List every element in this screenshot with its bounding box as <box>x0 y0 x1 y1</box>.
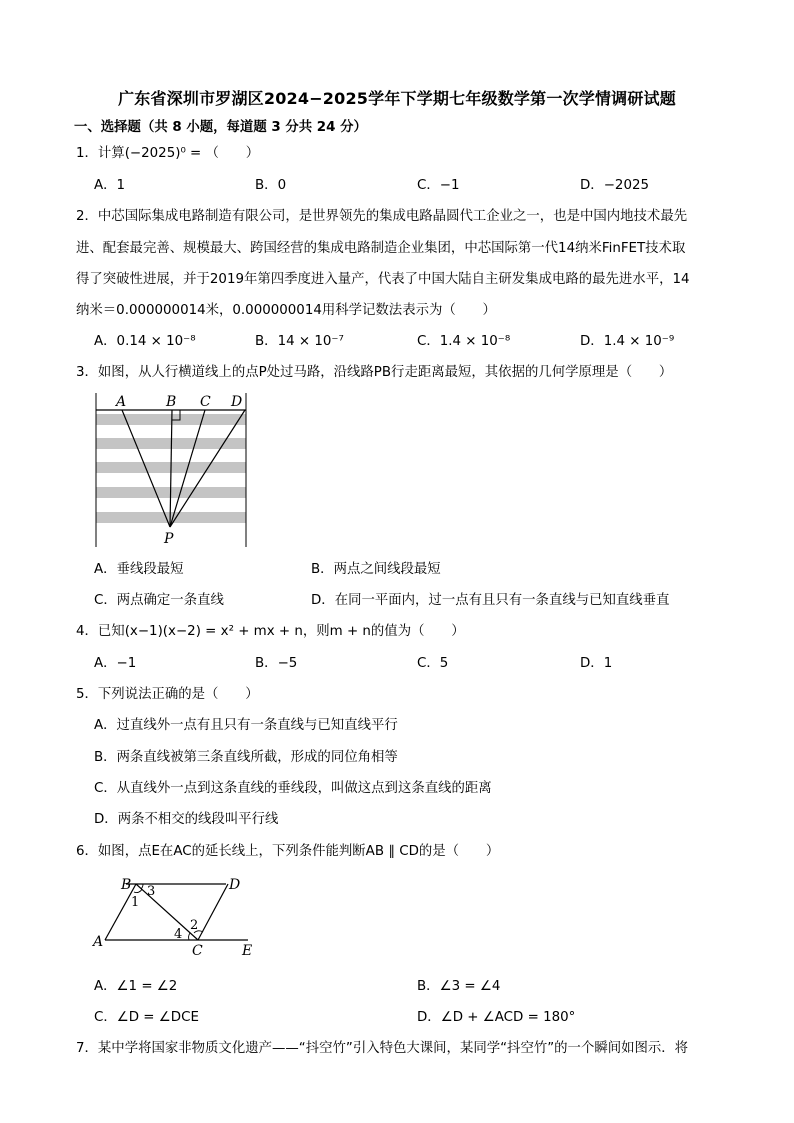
q1-option-a: A．1 <box>94 178 126 193</box>
q2-line-4: 纳米＝0.000000014米，0.000000014用科学记数法表示为（ ） <box>76 303 496 318</box>
q5-option-a: A．过直线外一点有且只有一条直线与已知直线平行 <box>94 718 398 733</box>
angle-label-2: 2 <box>190 918 199 933</box>
q5-option-b: B．两条直线被第三条直线所截，形成的同位角相等 <box>94 750 398 765</box>
q2-line-3: 得了突破性进展，并于2019年第四季度进入量产，代表了中国大陆自主研发集成电路的最先进水平，14 <box>76 272 690 287</box>
q4-option-b: B．−5 <box>255 656 298 671</box>
label-e: E <box>242 943 253 959</box>
q6-option-b: B．∠3 = ∠4 <box>417 979 501 994</box>
angle-4-arc <box>189 933 190 940</box>
q1-option-c: C．−1 <box>417 178 460 193</box>
q4-option-d: D．1 <box>580 656 613 671</box>
q3-stem: 3．如图，从人行横道线上的点P处过马路，沿线路PB行走距离最短，其依据的几何学原理是（ ） <box>76 365 673 380</box>
q2-option-c: C．1.4 × 10⁻⁸ <box>417 334 511 349</box>
q2-line-2: 进、配套最完善、规模最大、跨国经营的集成电路制造企业集团，中芯国际第一代14纳米FinFET技术取 <box>76 241 686 256</box>
q3-option-a: A．垂线段最短 <box>94 562 184 577</box>
q6-option-a: A．∠1 = ∠2 <box>94 979 178 994</box>
q4-option-c: C．5 <box>417 656 449 671</box>
q1-option-b: B．0 <box>255 178 287 193</box>
q5-stem: 5．下列说法正确的是（ ） <box>76 687 259 702</box>
q3-option-c: C．两点确定一条直线 <box>94 593 224 608</box>
q2-option-b: B．14 × 10⁻⁷ <box>255 334 344 349</box>
q3-option-b: B．两点之间线段最短 <box>311 562 441 577</box>
label-d: D <box>229 877 241 893</box>
q6-option-c: C．∠D = ∠DCE <box>94 1010 199 1025</box>
angle-1-arc <box>134 889 142 893</box>
label-a: A <box>116 394 127 410</box>
q4-option-a: A．−1 <box>94 656 137 671</box>
label-b: B <box>121 877 132 893</box>
angle-label-1: 1 <box>131 895 140 910</box>
exam-title: 广东省深圳市罗湖区2024−2025学年下学期七年级数学第一次学情调研试题 <box>118 89 676 108</box>
label-c: C <box>192 943 203 959</box>
q7-line-1: 7．某中学将国家非物质文化遗产——“抖空竹”引入特色大课间，某同学“抖空竹”的一个瞬间如图示．将 <box>76 1041 689 1056</box>
q4-stem: 4．已知(x−1)(x−2) = x² + mx + n，则m + n的值为（ ） <box>76 624 465 639</box>
parallel-lines-figure <box>90 872 265 962</box>
q5-option-c: C．从直线外一点到这条直线的垂线段，叫做这点到这条直线的距离 <box>94 781 492 796</box>
label-a: A <box>93 934 104 950</box>
q1-option-d: D．−2025 <box>580 178 649 193</box>
section-heading: 一、选择题（共 8 小题，每道题 3 分共 24 分） <box>74 120 367 135</box>
q1-stem: 1．计算(−2025)⁰ = （ ） <box>76 146 260 161</box>
q6-option-d: D．∠D + ∠ACD = 180° <box>417 1010 576 1025</box>
angle-label-4: 4 <box>174 927 183 942</box>
crosswalk-figure <box>90 390 255 550</box>
label-d: D <box>231 394 243 410</box>
q6-stem: 6．如图，点E在AC的延长线上，下列条件能判断AB ∥ CD的是（ ） <box>76 844 500 859</box>
q2-option-d: D．1.4 × 10⁻⁹ <box>580 334 675 349</box>
label-c: C <box>200 394 211 410</box>
q5-option-d: D．两条不相交的线段叫平行线 <box>94 812 279 827</box>
label-p: P <box>164 531 174 547</box>
angle-3-arc <box>141 884 143 889</box>
angle-label-3: 3 <box>147 884 156 899</box>
q2-line-1: 2．中芯国际集成电路制造有限公司，是世界领先的集成电路晶圆代工企业之一，也是中国内地技术最先 <box>76 209 688 224</box>
segment-bc <box>136 884 198 940</box>
q3-option-d: D．在同一平面内，过一点有且只有一条直线与已知直线垂直 <box>311 593 670 608</box>
label-b: B <box>166 394 177 410</box>
q2-option-a: A．0.14 × 10⁻⁸ <box>94 334 196 349</box>
